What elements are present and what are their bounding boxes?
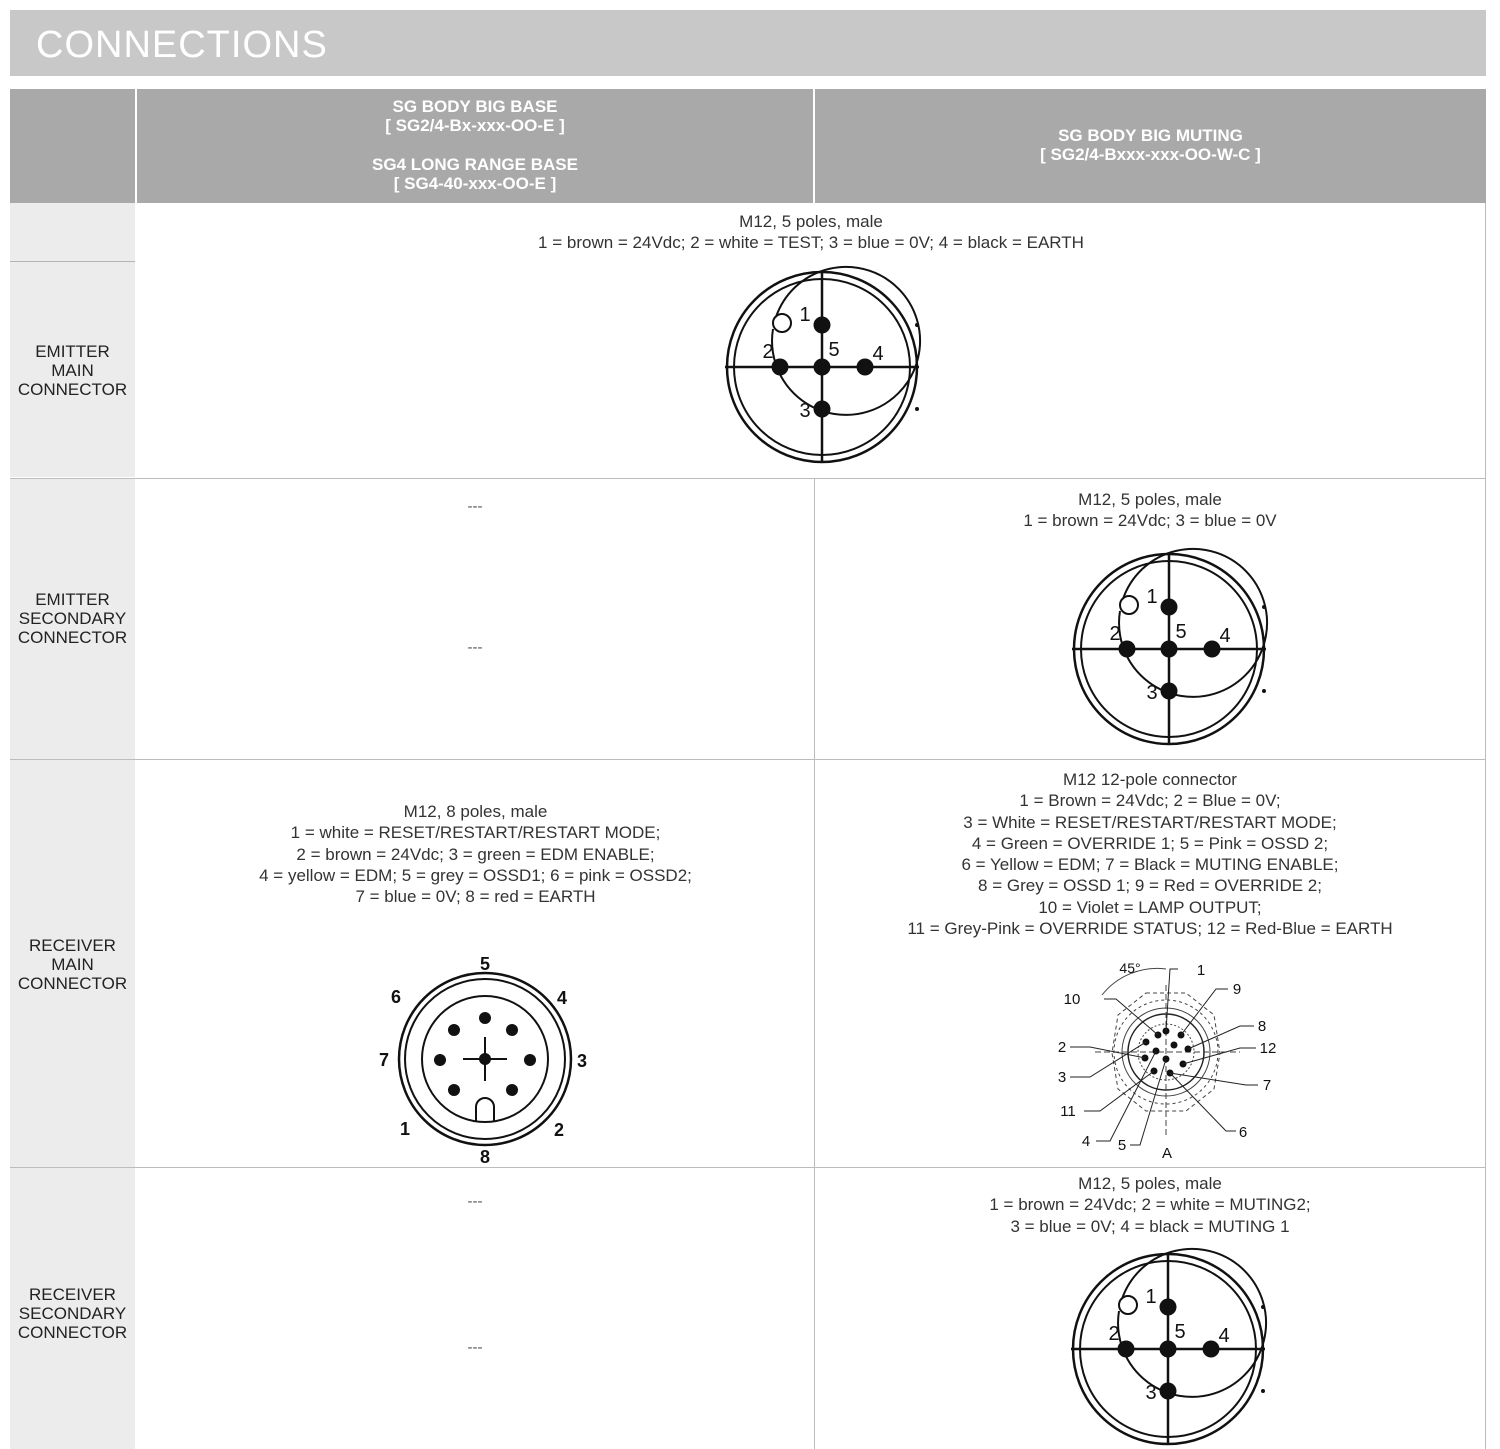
row-label-line: RECEIVER xyxy=(29,936,116,955)
receiver-secondary-spec xyxy=(815,1173,1485,1237)
pin-label-2: 2 xyxy=(1057,1039,1067,1056)
header-col-muting-line: SG BODY BIG MUTING xyxy=(1058,126,1243,145)
header-col-base-line: [ SG4-40-xxx-OO-E ] xyxy=(393,174,557,193)
pin-label-5: 5 xyxy=(1174,1321,1186,1343)
header-col-muting-line: [ SG2/4-Bxxx-xxx-OO-W-C ] xyxy=(1040,145,1261,164)
twelve-pole-body xyxy=(1095,968,1240,1135)
pin-3 xyxy=(524,1054,536,1066)
column-divider xyxy=(814,479,815,1449)
spec-line: 10 = Violet = LAMP OUTPUT; xyxy=(1038,897,1262,917)
pin-6 xyxy=(448,1024,460,1036)
pin-label-1: 1 xyxy=(799,304,811,326)
row-label-line: SECONDARY xyxy=(18,609,127,628)
pin-3 xyxy=(814,401,831,418)
row-divider xyxy=(10,1167,1486,1168)
spec-line: 1 = brown = 24Vdc; 2 = white = TEST; 3 = blue = 0V; 4 = black = EARTH xyxy=(538,233,1084,253)
row-label-line: SECONDARY xyxy=(18,1304,127,1323)
pin-label-11: 11 xyxy=(1060,1103,1076,1120)
twelve-pole-connector-diagram xyxy=(1050,955,1290,1165)
header-col-base-line: SG BODY BIG BASE xyxy=(392,97,558,116)
row-label-line: EMITTER xyxy=(35,590,110,609)
section-title: CONNECTIONS xyxy=(36,24,328,66)
pin-label-4: 4 xyxy=(1081,1133,1091,1150)
emitter-main-spec xyxy=(137,211,1485,254)
row-label-receiver-main xyxy=(10,760,135,1167)
pin-8 xyxy=(479,1053,491,1065)
header-corner xyxy=(10,89,135,203)
pin-label-6: 6 xyxy=(390,987,402,1007)
pin-label-3: 3 xyxy=(799,400,811,422)
spec-line: 3 = blue = 0V; 4 = black = MUTING 1 xyxy=(1010,1216,1290,1236)
pin-5 xyxy=(479,1012,491,1024)
spec-line: M12, 5 poles, male xyxy=(1078,490,1222,509)
spec-line: M12, 5 poles, male xyxy=(739,212,883,231)
right-border xyxy=(1485,203,1486,1449)
pin-label-3: 3 xyxy=(1146,682,1158,704)
pin-label-7: 7 xyxy=(378,1050,390,1070)
pin-3 xyxy=(1160,1383,1177,1400)
header-col-base xyxy=(137,89,813,203)
row-label-emitter-secondary xyxy=(10,479,135,759)
spec-line: M12, 8 poles, male xyxy=(403,802,548,821)
spec-line: 1 = white = RESET/RESTART/RESTART MODE; xyxy=(290,823,661,843)
spec-line: 4 = yellow = EDM; 5 = grey = OSSD1; 6 = pink = OSSD2; xyxy=(259,865,692,885)
row-label-line: CONNECTOR xyxy=(17,628,128,647)
pin-label-2: 2 xyxy=(762,341,774,363)
pin-label-4: 4 xyxy=(1219,625,1231,647)
row-label-receiver-secondary xyxy=(10,1168,135,1449)
pin-5 xyxy=(814,359,831,376)
pin-label-2: 2 xyxy=(1109,623,1121,645)
row-label-line: EMITTER xyxy=(35,342,110,361)
angle-label: 45° xyxy=(1119,960,1141,976)
pin-label-1: 1 xyxy=(1146,586,1158,608)
spec-line: 11 = Grey-Pink = OVERRIDE STATUS; 12 = Red-Blue = EARTH xyxy=(907,919,1393,939)
five-pole-connector-diagram xyxy=(1067,1251,1267,1447)
pin-label-8: 8 xyxy=(1257,1018,1267,1035)
pin-label-9: 9 xyxy=(1232,981,1242,998)
section-title-bar xyxy=(10,10,1486,76)
pin-2 xyxy=(1119,641,1136,658)
pin-1 xyxy=(1161,599,1178,616)
spec-line: 1 = Brown = 24Vdc; 2 = Blue = 0V; xyxy=(1019,791,1281,811)
pin-label-12: 12 xyxy=(1259,1040,1277,1057)
marker-label-a: A xyxy=(1161,1145,1173,1162)
pin-1 xyxy=(448,1084,460,1096)
pin-label-6: 6 xyxy=(1238,1124,1248,1141)
five-pole-connector-diagram xyxy=(1068,551,1268,747)
row-label-emitter-main xyxy=(10,262,135,477)
spec-line: 1 = brown = 24Vdc; 3 = blue = 0V xyxy=(1023,511,1277,531)
pin-5 xyxy=(1160,1341,1177,1358)
spec-line: M12 12-pole connector xyxy=(1063,770,1237,789)
empty-placeholder: --- xyxy=(467,639,483,656)
pin-label-4: 4 xyxy=(556,988,568,1008)
spec-line: 7 = blue = 0V; 8 = red = EARTH xyxy=(355,887,596,907)
receiver-main-left-spec xyxy=(137,801,814,907)
receiver-main-right-spec xyxy=(815,769,1485,939)
pin-label-1: 1 xyxy=(399,1119,411,1139)
pin-label-7: 7 xyxy=(1262,1077,1272,1094)
pin-7 xyxy=(434,1054,446,1066)
pin-label-10: 10 xyxy=(1063,991,1081,1008)
header-col-base-line: [ SG2/4-Bx-xxx-OO-E ] xyxy=(385,116,565,135)
pin-label-2: 2 xyxy=(1108,1323,1120,1345)
five-pole-connector-diagram xyxy=(721,269,921,465)
key-notch xyxy=(476,1098,494,1121)
emitter-secondary-spec xyxy=(815,489,1485,532)
pin-label-3: 3 xyxy=(576,1051,588,1071)
pin-label-4: 4 xyxy=(1218,1325,1230,1347)
pin-label-2: 2 xyxy=(553,1120,565,1140)
spec-line: 8 = Grey = OSSD 1; 9 = Red = OVERRIDE 2; xyxy=(978,876,1322,896)
pin-label-3: 3 xyxy=(1057,1069,1067,1086)
spec-line: 2 = brown = 24Vdc; 3 = green = EDM ENABLE; xyxy=(296,844,655,864)
pin-2 xyxy=(1118,1341,1135,1358)
empty-placeholder: --- xyxy=(467,498,483,515)
pin-label-3: 3 xyxy=(1145,1382,1157,1404)
header-col-base-spacer xyxy=(137,135,813,155)
pin-2 xyxy=(772,359,789,376)
header-col-base-line: SG4 LONG RANGE BASE xyxy=(372,155,578,174)
pin-4 xyxy=(857,359,874,376)
side-blank-cell xyxy=(10,203,135,261)
spec-line: M12, 5 poles, male xyxy=(1078,1174,1222,1193)
pin-1 xyxy=(1160,1299,1177,1316)
row-divider xyxy=(10,478,1486,479)
spec-line: 4 = Green = OVERRIDE 1; 5 = Pink = OSSD 2; xyxy=(971,833,1329,853)
pin-3 xyxy=(1161,683,1178,700)
pin-5 xyxy=(1161,641,1178,658)
pin-label-1: 1 xyxy=(1196,962,1206,979)
row-label-line: RECEIVER xyxy=(29,1285,116,1304)
pin-label-5: 5 xyxy=(1117,1137,1127,1154)
pin-4 xyxy=(506,1024,518,1036)
row-label-line: MAIN xyxy=(51,361,94,380)
row-label-line: CONNECTOR xyxy=(17,974,128,993)
pin-4 xyxy=(1203,1341,1220,1358)
row-label-line: CONNECTOR xyxy=(17,380,128,399)
pin-1 xyxy=(814,317,831,334)
pin-label-1: 1 xyxy=(1145,1286,1157,1308)
row-label-line: CONNECTOR xyxy=(17,1323,128,1342)
empty-placeholder: --- xyxy=(467,1193,483,1210)
pin-label-5: 5 xyxy=(828,339,840,361)
empty-placeholder: --- xyxy=(467,1339,483,1356)
pin-label-8: 8 xyxy=(479,1147,491,1167)
pin-label-4: 4 xyxy=(872,343,884,365)
pin-2 xyxy=(506,1084,518,1096)
pin-4 xyxy=(1204,641,1221,658)
side-divider xyxy=(10,261,135,262)
spec-line: 3 = White = RESET/RESTART/RESTART MODE; xyxy=(963,812,1337,832)
row-divider xyxy=(10,759,1486,760)
pin-label-5: 5 xyxy=(479,954,491,974)
header-col-muting xyxy=(815,89,1486,203)
spec-line: 6 = Yellow = EDM; 7 = Black = MUTING ENABLE; xyxy=(961,855,1339,875)
spec-line: 1 = brown = 24Vdc; 2 = white = MUTING2; xyxy=(989,1195,1311,1215)
row-label-line: MAIN xyxy=(51,955,94,974)
eight-pole-connector-diagram xyxy=(372,950,598,1168)
pin-label-5: 5 xyxy=(1175,621,1187,643)
